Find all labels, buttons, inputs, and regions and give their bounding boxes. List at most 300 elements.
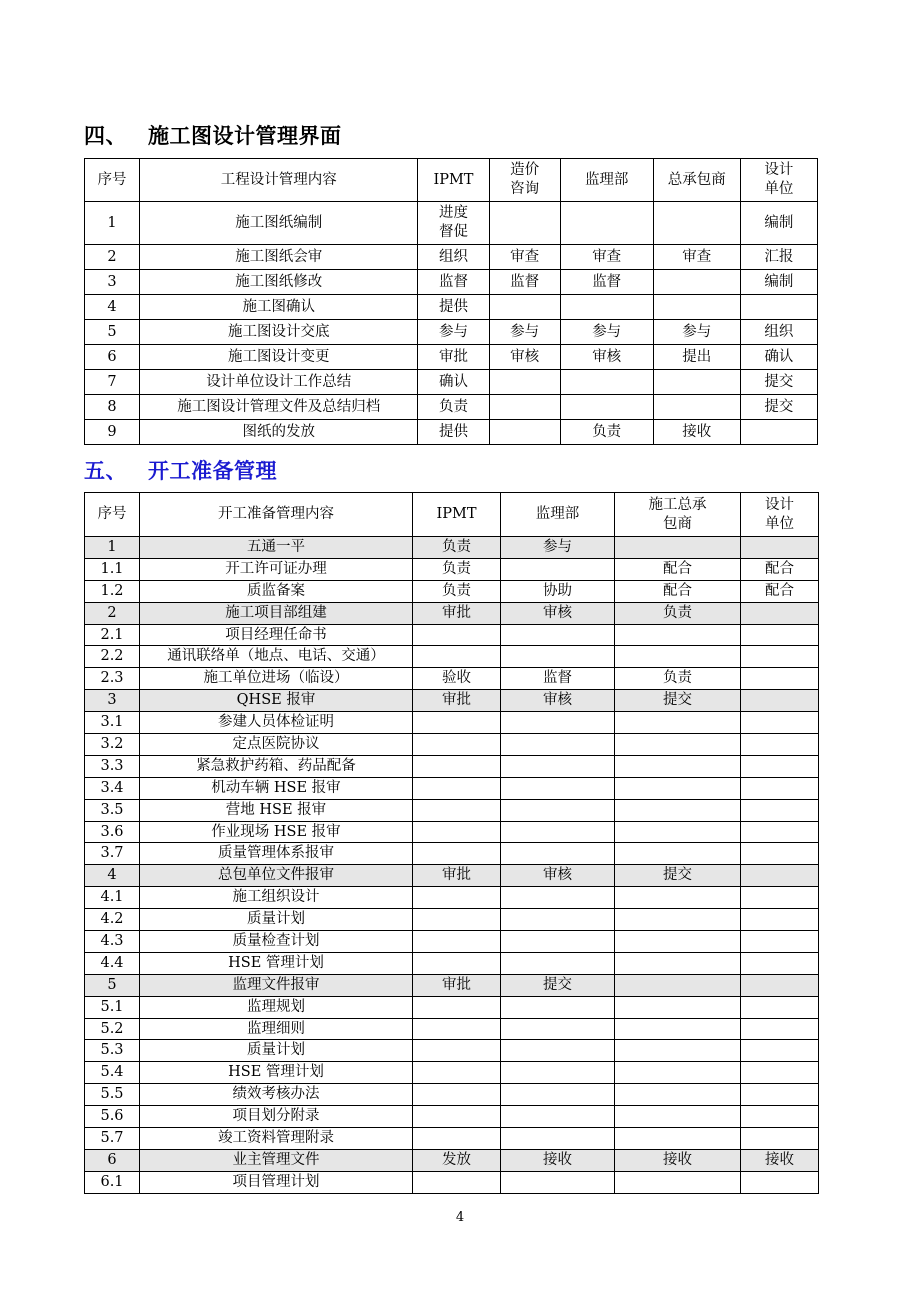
table-cell: 开工许可证办理: [140, 558, 413, 580]
table-row: [85, 952, 819, 974]
table-cell: 紧急救护药箱、药品配备: [140, 755, 413, 777]
table-cell: [741, 1040, 819, 1062]
table-cell: 协助: [501, 580, 615, 602]
table-cell: 负责: [418, 395, 489, 420]
table-cell: 2.3: [85, 668, 140, 690]
table-cell: 施工单位进场（临设）: [140, 668, 413, 690]
table-cell: 总包单位文件报审: [140, 865, 413, 887]
table-row: [85, 931, 819, 953]
table-row: [85, 1171, 819, 1193]
table-cell: 审核: [501, 865, 615, 887]
table-cell: [413, 1106, 501, 1128]
table-cell: 审核: [501, 690, 615, 712]
table-cell: 汇报: [740, 245, 817, 270]
table-cell: [653, 370, 740, 395]
table-cell: [615, 1128, 741, 1150]
table-row: [85, 1062, 819, 1084]
table-cell: [741, 887, 819, 909]
table-cell: [489, 395, 560, 420]
table-cell: 参与: [418, 320, 489, 345]
table-cell: [413, 777, 501, 799]
table-cell: [413, 1062, 501, 1084]
table-cell: HSE 管理计划: [140, 1062, 413, 1084]
table-cell: [413, 1084, 501, 1106]
table-cell: 4.1: [85, 887, 140, 909]
table-cell: 1.1: [85, 558, 140, 580]
table-cell: [501, 624, 615, 646]
table-cell: 施工图纸会审: [140, 245, 418, 270]
table-cell: 3.6: [85, 821, 140, 843]
table-cell: [741, 1084, 819, 1106]
table-cell: 审核: [489, 345, 560, 370]
table-cell: 负责: [413, 580, 501, 602]
table-row: [85, 799, 819, 821]
table-cell: 参与: [560, 320, 653, 345]
table-row: [85, 320, 818, 345]
table-cell: 6.1: [85, 1171, 140, 1193]
table-cell: 确认: [740, 345, 817, 370]
table-cell: [560, 295, 653, 320]
column-header: IPMT: [413, 493, 501, 537]
table-cell: [413, 996, 501, 1018]
table-row: [85, 1106, 819, 1128]
column-header: 序号: [85, 159, 140, 202]
table-cell: 3.4: [85, 777, 140, 799]
table-cell: [413, 755, 501, 777]
table-cell: [741, 996, 819, 1018]
table-cell: [413, 1171, 501, 1193]
column-header: 设计 单位: [740, 159, 817, 202]
table-cell: 监理规划: [140, 996, 413, 1018]
table-cell: 质量检查计划: [140, 931, 413, 953]
table-cell: 提交: [501, 974, 615, 996]
table-cell: 审查: [489, 245, 560, 270]
table-cell: [653, 270, 740, 295]
table-cell: [560, 395, 653, 420]
table-row: [85, 668, 819, 690]
table-cell: [740, 420, 817, 445]
table-cell: [413, 843, 501, 865]
table-cell: [615, 909, 741, 931]
table-cell: 提交: [740, 370, 817, 395]
table-cell: 监督: [501, 668, 615, 690]
table-cell: 4.2: [85, 909, 140, 931]
section-5-heading: [84, 455, 277, 485]
table-cell: 9: [85, 420, 140, 445]
table-cell: 1: [85, 202, 140, 245]
table-cell: [615, 1040, 741, 1062]
table-cell: [501, 755, 615, 777]
table-cell: 提交: [740, 395, 817, 420]
table-cell: 质监备案: [140, 580, 413, 602]
table-cell: [653, 202, 740, 245]
table-cell: 施工图纸编制: [140, 202, 418, 245]
table-cell: [489, 295, 560, 320]
table-cell: [413, 931, 501, 953]
table-cell: 设计单位设计工作总结: [140, 370, 418, 395]
table-cell: 营地 HSE 报审: [140, 799, 413, 821]
table-cell: [741, 974, 819, 996]
table-row: [85, 202, 818, 245]
table-cell: 审批: [413, 865, 501, 887]
table-cell: [741, 952, 819, 974]
table-header-row: [85, 159, 818, 202]
table-cell: [560, 370, 653, 395]
table-cell: [741, 931, 819, 953]
table-row: [85, 624, 819, 646]
section-4-heading: [84, 120, 342, 150]
table-cell: 1.2: [85, 580, 140, 602]
table-row: [85, 996, 819, 1018]
table-cell: 4.4: [85, 952, 140, 974]
table-cell: [615, 755, 741, 777]
table-cell: [501, 799, 615, 821]
table-cell: QHSE 报审: [140, 690, 413, 712]
table-cell: [413, 821, 501, 843]
section-4-title: 施工图设计管理界面: [148, 124, 342, 148]
table-row: [85, 777, 819, 799]
table-cell: 2.1: [85, 624, 140, 646]
table-cell: [615, 843, 741, 865]
table-cell: [501, 1040, 615, 1062]
table-row: [85, 712, 819, 734]
table-cell: [501, 909, 615, 931]
table-cell: 1: [85, 537, 140, 559]
table-row: [85, 734, 819, 756]
table-cell: 审批: [413, 974, 501, 996]
table-cell: 4: [85, 295, 140, 320]
table-cell: [413, 624, 501, 646]
table-row: [85, 909, 819, 931]
table-cell: [741, 909, 819, 931]
table-cell: [501, 887, 615, 909]
column-header: 序号: [85, 493, 140, 537]
table-cell: 4: [85, 865, 140, 887]
table-group-row: [85, 602, 819, 624]
table-cell: 施工图设计变更: [140, 345, 418, 370]
table-cell: 8: [85, 395, 140, 420]
table-cell: [615, 537, 741, 559]
column-header: 工程设计管理内容: [140, 159, 418, 202]
table-cell: [501, 931, 615, 953]
table-row: [85, 420, 818, 445]
table-cell: 接收: [653, 420, 740, 445]
table-cell: [615, 646, 741, 668]
table-cell: 绩效考核办法: [140, 1084, 413, 1106]
table-cell: 2: [85, 245, 140, 270]
table-cell: 3.5: [85, 799, 140, 821]
table-cell: [501, 821, 615, 843]
table-cell: 5.2: [85, 1018, 140, 1040]
table-row: [85, 370, 818, 395]
table-cell: 施工图确认: [140, 295, 418, 320]
table-cell: 审核: [501, 602, 615, 624]
table-cell: 验收: [413, 668, 501, 690]
table-cell: 进度 督促: [418, 202, 489, 245]
table-cell: [615, 821, 741, 843]
table-cell: 提交: [615, 865, 741, 887]
table-row: [85, 1084, 819, 1106]
column-header: 总承包商: [653, 159, 740, 202]
page-number: 4: [455, 1210, 465, 1225]
table-cell: 5.5: [85, 1084, 140, 1106]
table-cell: 施工组织设计: [140, 887, 413, 909]
table-cell: 5.3: [85, 1040, 140, 1062]
table-cell: [653, 395, 740, 420]
table-cell: [653, 295, 740, 320]
table-cell: 参建人员体检证明: [140, 712, 413, 734]
table-row: [85, 1018, 819, 1040]
table-cell: HSE 管理计划: [140, 952, 413, 974]
table-cell: [615, 1018, 741, 1040]
table-group-row: [85, 1149, 819, 1171]
table-cell: [501, 843, 615, 865]
table-cell: [741, 734, 819, 756]
table-cell: [741, 799, 819, 821]
table-cell: 3.3: [85, 755, 140, 777]
table-cell: [413, 1128, 501, 1150]
table-cell: [615, 1084, 741, 1106]
table-cell: 作业现场 HSE 报审: [140, 821, 413, 843]
table-cell: [741, 690, 819, 712]
table-group-row: [85, 974, 819, 996]
table-cell: 业主管理文件: [140, 1149, 413, 1171]
table-cell: [741, 602, 819, 624]
section-4-number: 四、: [84, 124, 127, 148]
table-cell: [741, 712, 819, 734]
table-cell: 审查: [653, 245, 740, 270]
table-cell: [413, 952, 501, 974]
table-cell: 参与: [489, 320, 560, 345]
table-cell: [615, 624, 741, 646]
table-row: [85, 295, 818, 320]
table-cell: 5: [85, 974, 140, 996]
column-header: IPMT: [418, 159, 489, 202]
table-cell: [413, 909, 501, 931]
column-header: 施工总承 包商: [615, 493, 741, 537]
table-cell: 配合: [741, 558, 819, 580]
table-cell: 接收: [501, 1149, 615, 1171]
table-cell: [413, 1018, 501, 1040]
table-cell: 组织: [740, 320, 817, 345]
table-cell: [615, 996, 741, 1018]
table-cell: [615, 1171, 741, 1193]
table-cell: 确认: [418, 370, 489, 395]
table-cell: 配合: [741, 580, 819, 602]
table-cell: 2: [85, 602, 140, 624]
table-cell: [741, 624, 819, 646]
table-row: [85, 245, 818, 270]
table-row: [85, 558, 819, 580]
design-management-table: [84, 158, 818, 445]
table-cell: [501, 734, 615, 756]
section-5-title: 开工准备管理: [148, 459, 277, 483]
table-cell: 6: [85, 1149, 140, 1171]
table-cell: [741, 865, 819, 887]
table-cell: 施工图纸修改: [140, 270, 418, 295]
table-row: [85, 887, 819, 909]
column-header: 监理部: [560, 159, 653, 202]
table-cell: [741, 843, 819, 865]
table-cell: [413, 887, 501, 909]
table-cell: 图纸的发放: [140, 420, 418, 445]
table-cell: [615, 974, 741, 996]
table-cell: [615, 712, 741, 734]
table-cell: 施工图设计管理文件及总结归档: [140, 395, 418, 420]
table-cell: 审核: [560, 345, 653, 370]
table-cell: [489, 202, 560, 245]
table-cell: 5.4: [85, 1062, 140, 1084]
table-cell: 负责: [413, 558, 501, 580]
table-row: [85, 580, 819, 602]
table-cell: 审查: [560, 245, 653, 270]
table-cell: [413, 799, 501, 821]
table-row: [85, 1040, 819, 1062]
table-cell: 项目划分附录: [140, 1106, 413, 1128]
table-cell: 编制: [740, 202, 817, 245]
table-cell: [501, 712, 615, 734]
table-cell: [489, 420, 560, 445]
table-cell: [615, 799, 741, 821]
table-cell: 提出: [653, 345, 740, 370]
table-cell: [501, 1171, 615, 1193]
table-cell: [615, 931, 741, 953]
table-cell: [413, 1040, 501, 1062]
table-cell: 5.7: [85, 1128, 140, 1150]
table-cell: [615, 1106, 741, 1128]
table-cell: [741, 537, 819, 559]
table-cell: 负责: [615, 602, 741, 624]
table-cell: 3: [85, 690, 140, 712]
table-cell: 配合: [615, 558, 741, 580]
table-row: [85, 1128, 819, 1150]
table-cell: [741, 1171, 819, 1193]
table-group-row: [85, 690, 819, 712]
table-cell: 参与: [501, 537, 615, 559]
table-cell: 通讯联络单（地点、电话、交通）: [140, 646, 413, 668]
table-cell: 5: [85, 320, 140, 345]
table-cell: [501, 646, 615, 668]
table-cell: 施工项目部组建: [140, 602, 413, 624]
table-cell: 2.2: [85, 646, 140, 668]
table-cell: 5.6: [85, 1106, 140, 1128]
table-cell: 审批: [413, 690, 501, 712]
table-cell: [615, 734, 741, 756]
table-cell: 组织: [418, 245, 489, 270]
table-cell: 提交: [615, 690, 741, 712]
table-row: [85, 345, 818, 370]
table-cell: [741, 1018, 819, 1040]
table-cell: 3: [85, 270, 140, 295]
table-cell: 提供: [418, 420, 489, 445]
table-cell: [413, 734, 501, 756]
table-cell: 监督: [560, 270, 653, 295]
table-cell: 机动车辆 HSE 报审: [140, 777, 413, 799]
table-cell: 3.2: [85, 734, 140, 756]
column-header: 监理部: [501, 493, 615, 537]
table-cell: [501, 1062, 615, 1084]
table-cell: 监理文件报审: [140, 974, 413, 996]
table-cell: [741, 668, 819, 690]
table-cell: 4.3: [85, 931, 140, 953]
table-cell: 定点医院协议: [140, 734, 413, 756]
table-cell: [741, 755, 819, 777]
table-cell: 负责: [560, 420, 653, 445]
table-cell: 参与: [653, 320, 740, 345]
table-cell: [741, 777, 819, 799]
table-cell: 审批: [418, 345, 489, 370]
table-cell: [501, 1128, 615, 1150]
table-cell: [489, 370, 560, 395]
table-cell: 负责: [615, 668, 741, 690]
table-cell: [615, 777, 741, 799]
table-cell: 质量计划: [140, 1040, 413, 1062]
table-row: [85, 821, 819, 843]
table-cell: [741, 1062, 819, 1084]
table-group-row: [85, 537, 819, 559]
table-cell: [615, 1062, 741, 1084]
table-cell: 质量计划: [140, 909, 413, 931]
table-cell: [413, 646, 501, 668]
table-cell: 审批: [413, 602, 501, 624]
table-cell: 施工图设计交底: [140, 320, 418, 345]
table-cell: [615, 952, 741, 974]
table-cell: [615, 887, 741, 909]
table-row: [85, 395, 818, 420]
table-cell: 提供: [418, 295, 489, 320]
column-header: 设计 单位: [741, 493, 819, 537]
table-cell: 3.7: [85, 843, 140, 865]
table-cell: [741, 1106, 819, 1128]
table-cell: [741, 821, 819, 843]
table-cell: 配合: [615, 580, 741, 602]
table-cell: 质量管理体系报审: [140, 843, 413, 865]
table-cell: 监理细则: [140, 1018, 413, 1040]
table-row: [85, 755, 819, 777]
table-cell: 竣工资料管理附录: [140, 1128, 413, 1150]
table-cell: 五通一平: [140, 537, 413, 559]
table-row: [85, 843, 819, 865]
column-header: 造价 咨询: [489, 159, 560, 202]
table-cell: 项目经理任命书: [140, 624, 413, 646]
table-cell: [501, 1106, 615, 1128]
table-cell: [740, 295, 817, 320]
table-cell: 负责: [413, 537, 501, 559]
table-cell: 监督: [418, 270, 489, 295]
table-cell: [501, 952, 615, 974]
column-header: 开工准备管理内容: [140, 493, 413, 537]
table-cell: 发放: [413, 1149, 501, 1171]
table-cell: 编制: [740, 270, 817, 295]
table-cell: [413, 712, 501, 734]
section-5-number: 五、: [84, 459, 127, 483]
construction-prep-table: [84, 492, 819, 1194]
table-cell: [501, 1018, 615, 1040]
table-header-row: [85, 493, 819, 537]
table-cell: 6: [85, 345, 140, 370]
table-cell: [560, 202, 653, 245]
table-cell: [501, 1084, 615, 1106]
table-cell: 监督: [489, 270, 560, 295]
table-cell: [501, 777, 615, 799]
table-cell: 接收: [741, 1149, 819, 1171]
table-group-row: [85, 865, 819, 887]
table-cell: [741, 646, 819, 668]
table-cell: [501, 996, 615, 1018]
table-row: [85, 270, 818, 295]
table-cell: 3.1: [85, 712, 140, 734]
table-cell: 5.1: [85, 996, 140, 1018]
